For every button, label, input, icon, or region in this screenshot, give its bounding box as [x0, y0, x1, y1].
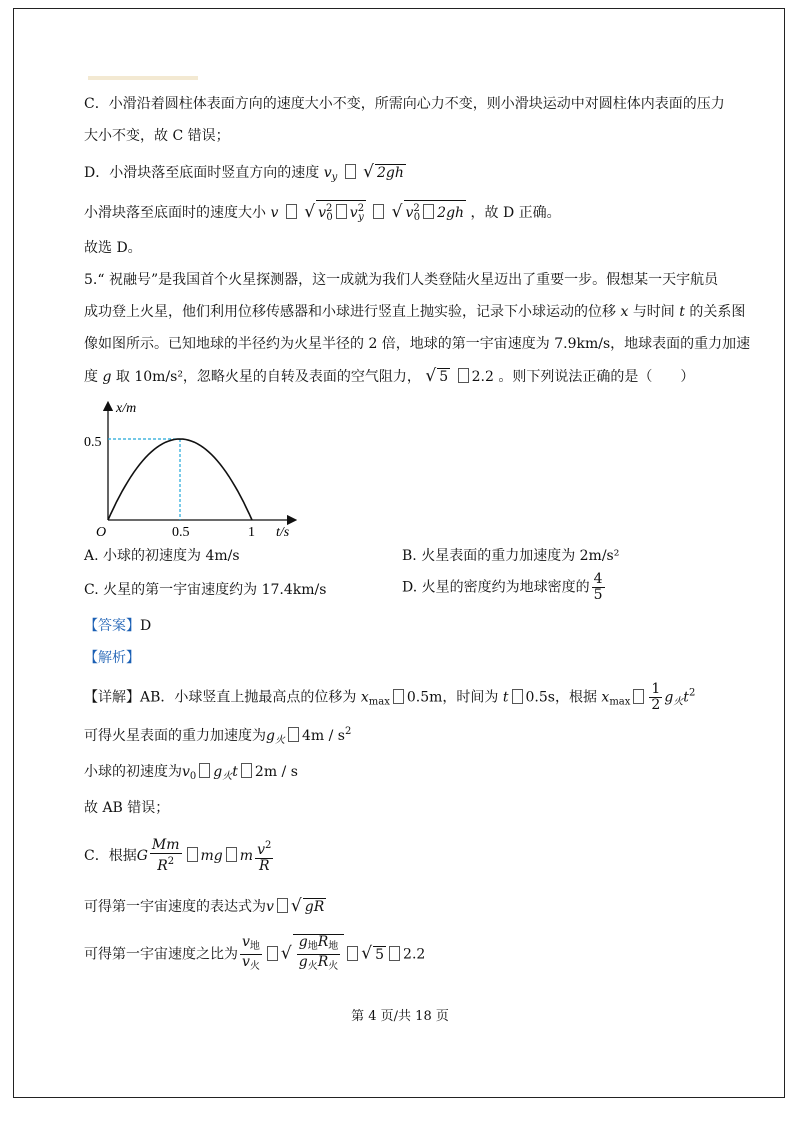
q5-line2b: 与时间	[632, 304, 675, 320]
d-option-prefix: D．小滑块落至底面时竖直方向的速度	[84, 165, 320, 181]
sq: 2	[167, 856, 175, 867]
den	[240, 955, 262, 974]
x-tick-label: 0.5	[172, 525, 190, 538]
ratio-line	[84, 934, 425, 974]
xmax: x	[360, 689, 369, 706]
y-sub: y	[358, 212, 364, 223]
speed-prefix: 小滑块落至底面时的速度大小	[84, 205, 266, 221]
missing-glyph-box	[241, 763, 252, 778]
x-t-graph	[82, 398, 312, 538]
sqrt-sign: √	[425, 366, 437, 386]
sqrt-sign: √	[361, 943, 373, 964]
missing-glyph-box	[288, 727, 299, 742]
detail-label: 【详解】	[84, 689, 140, 706]
t-var: t	[232, 764, 238, 780]
two-gh: 2gh	[437, 205, 465, 221]
t-var: t	[679, 304, 685, 320]
missing-glyph-box	[226, 847, 237, 862]
v: v	[257, 842, 265, 858]
q5-line2c: 的关系图	[689, 304, 746, 320]
sq: 2	[413, 203, 420, 214]
cosmic-expr-line	[84, 896, 326, 917]
g: g	[298, 934, 308, 950]
g-var: g	[213, 764, 223, 780]
missing-glyph-box	[393, 689, 404, 704]
vy2: v	[349, 205, 358, 221]
g-value: 4m / s	[301, 728, 345, 744]
y-axis-label: x/m	[116, 401, 137, 416]
detail-ab-line	[84, 682, 695, 713]
G-var: G	[136, 848, 148, 864]
option-d-text: D. 火星的密度约为地球密度的	[402, 579, 590, 596]
mg: mg	[200, 848, 223, 864]
R: R	[317, 954, 329, 970]
speed-suffix: ，故 D 正确。	[470, 205, 561, 221]
R: R	[317, 934, 329, 950]
di-sub: 地	[307, 941, 318, 952]
missing-glyph-box	[373, 204, 384, 219]
sqrt-sign: √	[290, 896, 302, 916]
option-c: C. 火星的第一宇宙速度约为 17.4km/s	[84, 582, 327, 598]
R: R	[157, 858, 168, 874]
c-basis-text: C．根据	[84, 848, 137, 864]
v: v	[242, 954, 250, 970]
v-symbol: v	[270, 205, 279, 221]
missing-glyph-box	[187, 847, 198, 862]
c-option-line2: 大小不变，故 C 错误；	[84, 128, 230, 144]
missing-glyph-box	[345, 164, 356, 179]
v0: v	[182, 764, 190, 780]
fraction-v-ratio	[240, 935, 262, 974]
origin-label: O	[96, 525, 107, 538]
sqrt-sign: √	[363, 162, 375, 182]
d-option-line	[84, 162, 406, 188]
sq: 2	[264, 840, 272, 851]
g-var: g	[664, 689, 674, 706]
initial-text: 小球的初速度为	[84, 764, 182, 780]
num	[240, 935, 262, 955]
ab-text: AB．小球竖直上抛最高点的位移为	[140, 689, 357, 706]
missing-glyph-box	[336, 204, 347, 219]
answer-value: D	[140, 618, 152, 634]
missing-glyph-box	[512, 689, 523, 704]
x-axis-label: t/s	[276, 525, 290, 538]
answer-line	[84, 616, 151, 636]
sqrt-v0-vy	[316, 200, 366, 226]
analysis-label	[84, 648, 140, 668]
according-text: ，根据	[554, 689, 597, 706]
max-sub: max	[609, 696, 631, 708]
sqrt-ratio	[293, 934, 345, 974]
missing-glyph-box	[286, 204, 297, 219]
gravity-line	[84, 722, 351, 751]
huo-sub: 火	[673, 696, 684, 708]
ratio-text: 可得第一宇宙速度之比为	[84, 946, 238, 963]
missing-glyph-box	[347, 946, 358, 961]
huo-sub: 火	[307, 961, 318, 972]
two-gh: 2gh	[377, 165, 404, 181]
zero-sub: 0	[326, 212, 333, 223]
x-tick-label: 1	[248, 525, 255, 538]
value-2-2: 2.2	[471, 369, 494, 385]
huo-sub: 火	[328, 961, 339, 972]
q5-line4c: 。则下列说法正确的是（ ）	[498, 369, 695, 385]
answer-label: 【答案】	[84, 618, 140, 634]
time-text: ，时间为	[442, 689, 499, 706]
q5-line2	[84, 302, 745, 322]
xmax: x	[601, 689, 610, 706]
num	[297, 935, 341, 955]
den: R	[258, 858, 270, 874]
zero-sub: 0	[413, 212, 421, 223]
q5-line3: 像如图所示。已知地球的半径约为火星半径的 2 倍，地球的第一宇宙速度为 7.9km/s，地球表面的重力加速	[84, 336, 751, 352]
analysis-tag: 【解析】	[84, 650, 140, 666]
option-b: B. 火星表面的重力加速度为 2m/s²	[402, 548, 620, 564]
speed-line	[84, 200, 561, 226]
gR: gR	[304, 899, 325, 915]
huo-sub: 火	[222, 771, 233, 782]
gravity-text: 可得火星表面的重力加速度为	[84, 728, 266, 744]
den: 5	[593, 587, 603, 603]
vy-symbol: v	[323, 165, 332, 181]
x-var: x	[620, 304, 629, 320]
q5-line2a: 成功登上火星，他们利用位移传感器和小球进行竖直上抛实验，记录下小球运动的位移	[84, 304, 616, 320]
den: 2	[651, 697, 661, 713]
sqrt5: 5	[439, 369, 449, 385]
choose-d: 故选 D。	[84, 240, 142, 256]
num	[255, 838, 273, 859]
fraction-half	[649, 682, 662, 713]
page-footer: 第 4 页/共 18 页	[351, 1009, 449, 1024]
ab-wrong: 故 AB 错误；	[84, 800, 170, 816]
q5-line1: 5.“ 祝融号”是我国首个火星探测器，这一成就为我们人类登陆火星迈出了重要一步。假想某一天宇航员	[84, 272, 719, 288]
huo-sub: 火	[249, 961, 260, 972]
fraction-v2-R	[255, 838, 273, 874]
sq: 2	[326, 203, 333, 214]
fraction-Mm-R2	[150, 838, 182, 874]
c-basis-line	[84, 838, 275, 874]
num: 1	[651, 681, 661, 697]
missing-glyph-box	[423, 204, 434, 219]
fraction-gR-ratio	[297, 935, 341, 974]
v: v	[242, 934, 250, 950]
g-var: g	[102, 369, 112, 385]
g: g	[298, 954, 308, 970]
fraction-4-5	[592, 572, 605, 603]
sq: 2	[357, 203, 365, 214]
cosmic-expr-text: 可得第一宇宙速度的表达式为	[84, 899, 266, 915]
missing-glyph-box	[267, 946, 278, 961]
v0-value: 2m / s	[254, 764, 298, 780]
vy-sub: y	[331, 172, 338, 183]
value-2-2: 2.2	[403, 946, 426, 963]
v0: v	[405, 205, 414, 221]
x-value: 0.5m	[406, 689, 443, 706]
num: Mm	[151, 837, 180, 853]
v: v	[266, 899, 274, 915]
sqrt-sign: √	[304, 202, 316, 222]
q5-line4a: 度	[84, 369, 98, 385]
sqrt-sign: √	[391, 202, 403, 222]
t-var: t	[502, 689, 509, 706]
sq: 2	[344, 726, 352, 737]
y-tick-label: 0.5	[84, 435, 102, 450]
den	[150, 854, 182, 874]
num: 4	[593, 571, 603, 587]
missing-glyph-box	[389, 946, 400, 961]
max-sub: max	[368, 696, 390, 708]
initial-speed-line	[84, 762, 298, 787]
t-value: 0.5s	[525, 689, 555, 706]
missing-glyph-box	[633, 689, 644, 704]
huo-sub: 火	[274, 735, 285, 746]
missing-glyph-box	[277, 898, 288, 913]
q5-line4b: 取 10m/s²，忽略火星的自转及表面的空气阻力，	[115, 369, 421, 385]
sqrt-v0-2gh	[404, 200, 467, 226]
faded-residue	[88, 76, 198, 80]
t-var: t	[683, 689, 689, 706]
sq: 2	[688, 687, 696, 699]
m-var: m	[239, 848, 254, 864]
option-a: A. 小球的初速度为 4m/s	[84, 548, 240, 564]
di-sub: 地	[249, 941, 260, 952]
sqrt5: 5	[375, 946, 385, 963]
option-d	[402, 572, 607, 603]
v0: v	[318, 205, 327, 221]
di-sub: 地	[328, 941, 339, 952]
c-option-line1: C．小滑沿着圆柱体表面方向的速度大小不变，所需向心力不变，则小滑块运动中对圆柱体内表面的压力	[84, 96, 725, 112]
q5-line4	[84, 366, 694, 387]
zero-sub: 0	[189, 771, 197, 782]
missing-glyph-box	[199, 763, 210, 778]
g-var: g	[266, 728, 275, 744]
sqrt-sign: √	[280, 943, 292, 964]
den	[297, 955, 341, 974]
missing-glyph-box	[458, 368, 469, 383]
